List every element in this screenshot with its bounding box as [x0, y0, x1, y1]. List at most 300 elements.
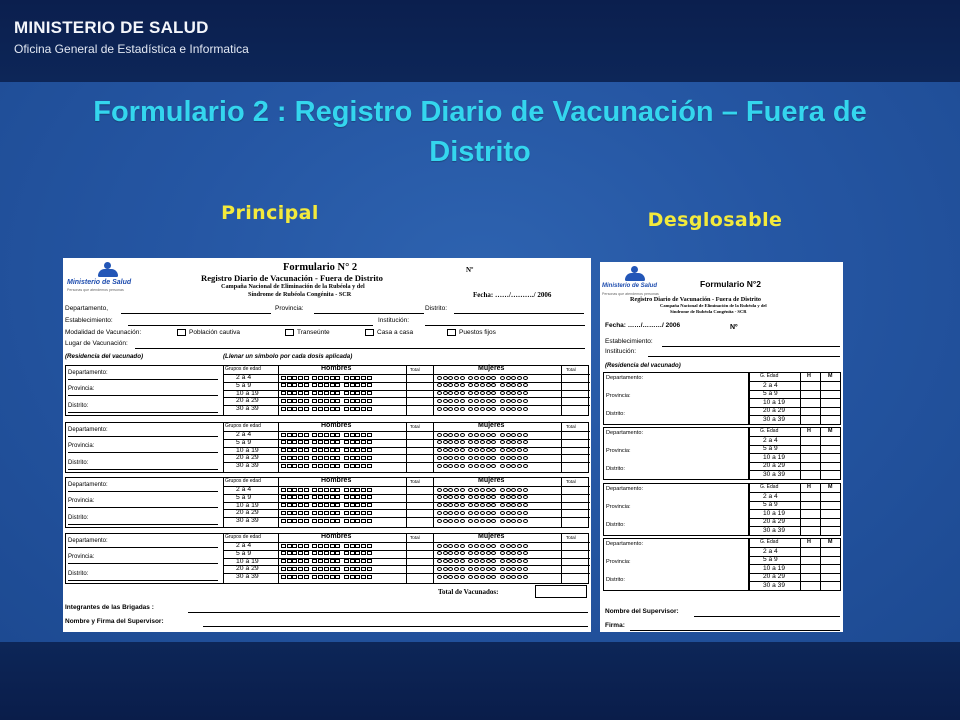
tally-square [350, 575, 355, 579]
number-label: Nº [730, 324, 738, 331]
total-header: Total [410, 535, 420, 540]
tally-circle [500, 575, 505, 579]
tally-circle [523, 519, 528, 523]
h-header: H [807, 539, 811, 545]
tally-circle [468, 407, 473, 411]
tally-square [324, 407, 329, 411]
tally-circle [437, 519, 442, 523]
tally-circle [523, 464, 528, 468]
tally-square [355, 464, 360, 468]
block-provincia-line [68, 507, 218, 508]
departamento-label: Departamento, [65, 305, 108, 312]
distrito-line [454, 313, 584, 314]
label-principal: Principal [221, 202, 319, 224]
age-group-label: 30 a 39 [763, 526, 785, 534]
tally-square [335, 464, 340, 468]
block-provincia-label: Provincia: [606, 504, 631, 510]
block-departamento-label: Departamento: [606, 541, 644, 547]
row-divider [223, 565, 590, 566]
age-group-label: 2 a 4 [763, 381, 778, 389]
tally-square [355, 575, 360, 579]
tally-circle [486, 407, 491, 411]
tally-circle [511, 464, 516, 468]
form-title-line1: Registro Diario de Vacunación - Fuera de Distrito [201, 273, 383, 283]
tally-square [335, 407, 340, 411]
row-divider [223, 439, 590, 440]
total-header: Total [566, 424, 576, 429]
tally-square [298, 519, 303, 523]
tally-circle [474, 575, 479, 579]
tally-square [287, 407, 292, 411]
tally-square [281, 575, 286, 579]
age-group-label: 2 a 4 [763, 492, 778, 500]
block-provincia-line [68, 452, 218, 453]
lugar-label: Lugar de Vacunación: [65, 340, 128, 347]
age-group-label: 10 a 19 [236, 389, 259, 397]
supervisor-label: Nombre del Supervisor: [605, 608, 679, 615]
checkbox-casa [365, 329, 374, 336]
tally-circle [486, 575, 491, 579]
age-group-label: 2 a 4 [236, 486, 252, 493]
block-distrito-line [68, 580, 218, 581]
age-group-label: 20 a 29 [763, 518, 785, 525]
tally-square [312, 464, 317, 468]
tally-circle [517, 407, 522, 411]
tally-square [350, 407, 355, 411]
block-provincia-label: Provincia: [606, 448, 631, 454]
establecimiento-line [128, 325, 373, 326]
logo-slogan: Personas que atendemos personas [602, 292, 659, 296]
age-group-label: 20 a 29 [763, 573, 785, 580]
block-departamento-line [68, 491, 218, 492]
tally-square [350, 519, 355, 523]
residence-block [65, 477, 589, 528]
tally-circle [480, 464, 485, 468]
tally-circle [454, 407, 459, 411]
block-distrito-label: Distrito: [606, 577, 625, 583]
age-group-label: 2 a 4 [236, 374, 252, 381]
desglosable-form [600, 262, 843, 632]
block-provincia-label: Provincia: [606, 393, 631, 399]
tally-square [281, 407, 286, 411]
residencia-label: (Residencia del vacunado) [605, 363, 681, 369]
tally-square [292, 407, 297, 411]
tally-circle [454, 464, 459, 468]
residencia-label: (Residencia del vacunado) [65, 353, 144, 360]
tally-circle [443, 519, 448, 523]
tally-circle [437, 575, 442, 579]
form-title-line2: Campaña Nacional de Eliminación de la Rubéola y del [221, 283, 365, 290]
female-tally-row [437, 464, 531, 470]
age-group-label: 30 a 39 [236, 462, 259, 470]
tally-circle [523, 407, 528, 411]
logo-name: Ministerio de Salud [67, 279, 132, 286]
tally-square [324, 575, 329, 579]
grupos-header: Grupos de edad [225, 423, 261, 429]
block-departamento-line [68, 379, 218, 380]
tally-square [344, 464, 349, 468]
block-provincia-line [68, 395, 218, 396]
tally-square [318, 464, 323, 468]
tally-square [361, 464, 366, 468]
block-distrito-label: Distrito: [68, 403, 89, 409]
distrito-label: Distrito: [425, 305, 448, 312]
gedad-header: G. Edad [760, 484, 779, 490]
h-header: H [807, 484, 811, 490]
male-tally-row [281, 519, 375, 525]
row-divider [223, 382, 590, 383]
provincia-label: Provincia: [275, 305, 304, 312]
tally-square [292, 575, 297, 579]
age-group-label: 5 a 9 [236, 549, 252, 557]
block-distrito-label: Distrito: [68, 460, 89, 466]
firma-label: Firma: [605, 622, 625, 629]
tally-circle [506, 575, 511, 579]
tally-circle [437, 464, 442, 468]
establecimiento-line [662, 346, 840, 347]
tally-circle [448, 519, 453, 523]
header-divider [223, 374, 590, 375]
block-distrito-label: Distrito: [68, 515, 89, 521]
residence-block [603, 538, 841, 591]
tally-square [287, 575, 292, 579]
logo-name: Ministerio de Salud [602, 283, 658, 289]
tally-circle [500, 519, 505, 523]
age-group-label: 20 a 29 [763, 407, 785, 414]
block-distrito-label: Distrito: [68, 571, 89, 577]
block-departamento-label: Departamento: [606, 430, 644, 436]
ministry-name: MINISTERIO DE SALUD [14, 18, 209, 37]
tally-square [312, 575, 317, 579]
age-group-label: 20 a 29 [236, 454, 259, 462]
tally-square [367, 464, 372, 468]
principal-form [63, 258, 591, 632]
total-header: Total [410, 424, 420, 429]
residence-block [603, 427, 841, 480]
tally-square [298, 575, 303, 579]
block-departamento-line [68, 436, 218, 437]
integrantes-label: Integrantes de las Brigadas : [65, 604, 154, 611]
tally-circle [506, 519, 511, 523]
block-provincia-line [68, 563, 218, 564]
age-group-label: 30 a 39 [236, 517, 259, 525]
tally-circle [448, 575, 453, 579]
row-divider [223, 447, 590, 448]
block-departamento-label: Departamento: [68, 427, 108, 433]
row-divider [223, 573, 590, 574]
age-group-label: 2 a 4 [763, 436, 778, 444]
row-divider [223, 390, 590, 391]
h-header: H [807, 428, 811, 434]
block-distrito-line [68, 469, 218, 470]
tally-circle [460, 519, 465, 523]
establecimiento-label: Establecimiento: [65, 317, 113, 324]
block-distrito-label: Distrito: [606, 466, 625, 472]
footer-bar [0, 642, 960, 720]
tally-circle [460, 464, 465, 468]
tally-square [304, 407, 309, 411]
total-header: Total [566, 535, 576, 540]
tally-square [304, 464, 309, 468]
tally-circle [468, 575, 473, 579]
tally-circle [523, 575, 528, 579]
row-divider [223, 454, 590, 455]
male-tally-row [281, 464, 375, 470]
age-group-label: 5 a 9 [763, 501, 778, 508]
tally-circle [506, 464, 511, 468]
checkbox-puestos [447, 329, 456, 336]
header-divider [223, 542, 590, 543]
tally-square [287, 519, 292, 523]
male-tally-row [281, 407, 375, 413]
row-divider [223, 494, 590, 495]
tally-square [344, 519, 349, 523]
tally-square [330, 575, 335, 579]
establecimiento-label: Establecimiento: [605, 338, 653, 345]
header-divider [223, 486, 590, 487]
tally-square [335, 575, 340, 579]
age-group-label: 2 a 4 [763, 547, 778, 555]
age-group-label: 20 a 29 [236, 565, 259, 573]
form-title-line1: Registro Diario de Vacunación - Fuera de Distrito [630, 296, 762, 303]
grupos-header: Grupos de edad [225, 478, 261, 484]
tally-circle [474, 464, 479, 468]
total-header: Total [566, 367, 576, 372]
tally-circle [500, 407, 505, 411]
age-grid [749, 538, 841, 591]
m-header: M [828, 373, 833, 379]
tally-circle [454, 519, 459, 523]
tally-square [292, 519, 297, 523]
gedad-header: G. Edad [760, 373, 779, 379]
block-distrito-line [68, 412, 218, 413]
checkbox-transeunte [285, 329, 294, 336]
age-group-label: 10 a 19 [763, 564, 785, 572]
row-divider [223, 397, 590, 398]
tally-circle [437, 407, 442, 411]
option-casa: Casa a casa [365, 329, 413, 336]
total-header: Total [566, 479, 576, 484]
slide-title: Formulario 2 : Registro Diario de Vacunación – Fuera de Distrito [93, 96, 867, 168]
tally-square [298, 464, 303, 468]
institucion-label: Institución: [605, 348, 637, 355]
tally-circle [480, 407, 485, 411]
block-distrito-label: Distrito: [606, 522, 625, 528]
total-header: Total [410, 479, 420, 484]
total-vacunados-label: Total de Vacunados: [438, 588, 499, 596]
tally-circle [506, 407, 511, 411]
residence-block [65, 422, 589, 473]
block-provincia-label: Provincia: [68, 386, 95, 392]
tally-square [330, 464, 335, 468]
tally-square [330, 407, 335, 411]
mujeres-header: Mujeres [478, 365, 505, 372]
supervisor-label: Nombre y Firma del Supervisor: [65, 618, 164, 625]
age-group-label: 10 a 19 [236, 501, 259, 509]
option-poblacion: Población cautiva [177, 329, 240, 336]
tally-circle [517, 464, 522, 468]
tally-square [361, 407, 366, 411]
person-icon [624, 266, 646, 280]
block-departamento-label: Departamento: [68, 482, 108, 488]
date-label: Fecha: ……/………./ 2006 [473, 291, 552, 299]
tally-circle [474, 407, 479, 411]
residence-block [65, 533, 589, 584]
tally-square [361, 519, 366, 523]
logo-slogan: Personas que atendemos personas [67, 288, 124, 292]
instruction-label: (Llenar un símbolo por cada dosis aplicada) [223, 353, 353, 360]
block-departamento-label: Departamento: [606, 486, 644, 492]
tally-circle [491, 519, 496, 523]
age-group-label: 2 a 4 [236, 542, 252, 549]
tally-square [335, 519, 340, 523]
tally-square [367, 519, 372, 523]
tally-square [318, 407, 323, 411]
tally-circle [460, 575, 465, 579]
tally-circle [454, 575, 459, 579]
tally-square [304, 519, 309, 523]
option-puestos: Puestos fijos [447, 329, 496, 336]
age-group-label: 5 a 9 [236, 493, 252, 501]
tally-circle [491, 464, 496, 468]
gedad-header: G. Edad [760, 539, 779, 545]
row-divider [223, 462, 590, 463]
age-group-label: 5 a 9 [763, 556, 778, 563]
header-divider [223, 431, 590, 432]
block-provincia-label: Provincia: [68, 443, 95, 449]
hombres-header: Hombres [321, 422, 352, 429]
tally-circle [460, 407, 465, 411]
tally-square [304, 575, 309, 579]
office-name: Oficina General de Estadística e Informatica [14, 42, 249, 56]
tally-square [330, 519, 335, 523]
form-title: Formulario N° 2 [283, 262, 358, 273]
tally-square [344, 575, 349, 579]
tally-square [350, 464, 355, 468]
tally-square [292, 464, 297, 468]
residence-block [603, 372, 841, 425]
female-tally-row [437, 407, 531, 413]
hombres-header: Hombres [321, 365, 352, 372]
institucion-line [425, 325, 585, 326]
provincia-line [314, 313, 424, 314]
age-group-label: 2 a 4 [236, 431, 252, 438]
block-departamento-line [68, 547, 218, 548]
row-divider [223, 502, 590, 503]
row-divider [223, 509, 590, 510]
tally-square [367, 575, 372, 579]
age-group-label: 20 a 29 [236, 397, 259, 405]
tally-circle [443, 464, 448, 468]
block-departamento-label: Departamento: [68, 538, 108, 544]
tally-square [281, 519, 286, 523]
m-header: M [828, 428, 833, 434]
header-bar [0, 0, 960, 82]
tally-square [281, 464, 286, 468]
female-tally-row [437, 519, 531, 525]
m-header: M [828, 484, 833, 490]
block-distrito-line [68, 524, 218, 525]
tally-square [324, 519, 329, 523]
number-label: Nº [466, 266, 474, 274]
form-title-line2: Campaña Nacional de Eliminación de la Rubéola y del [660, 303, 767, 308]
age-group-label: 10 a 19 [236, 446, 259, 454]
tally-circle [500, 464, 505, 468]
age-group-label: 10 a 19 [763, 398, 785, 406]
age-grid [749, 483, 841, 536]
tally-square [355, 407, 360, 411]
tally-circle [468, 519, 473, 523]
block-departamento-label: Departamento: [68, 370, 108, 376]
firma-line [630, 630, 840, 631]
tally-circle [480, 519, 485, 523]
tally-circle [480, 575, 485, 579]
age-group-label: 30 a 39 [763, 581, 785, 589]
tally-square [318, 575, 323, 579]
age-grid [749, 372, 841, 425]
age-grid [749, 427, 841, 480]
tally-circle [511, 519, 516, 523]
label-desglosable: Desglosable [647, 209, 783, 231]
hombres-header: Hombres [321, 533, 352, 540]
m-header: M [828, 539, 833, 545]
mujeres-header: Mujeres [478, 477, 505, 484]
institucion-label: Institución: [378, 317, 410, 324]
row-divider [223, 558, 590, 559]
departamento-line [121, 313, 271, 314]
lugar-line [135, 348, 585, 349]
tally-square [344, 407, 349, 411]
age-group-label: 5 a 9 [236, 438, 252, 446]
residence-block [65, 365, 589, 416]
tally-circle [517, 575, 522, 579]
age-group-label: 5 a 9 [236, 381, 252, 389]
age-group-label: 30 a 39 [763, 470, 785, 478]
tally-circle [511, 575, 516, 579]
form-title-line3: Síndrome de Rubéola Congénita - SCR [670, 309, 747, 314]
hombres-header: Hombres [321, 477, 352, 484]
h-header: H [807, 373, 811, 379]
tally-circle [491, 407, 496, 411]
tally-square [312, 407, 317, 411]
tally-square [361, 575, 366, 579]
grupos-header: Grupos de edad [225, 366, 261, 372]
tally-square [367, 407, 372, 411]
tally-square [318, 519, 323, 523]
row-divider [223, 517, 590, 518]
male-tally-row [281, 575, 375, 581]
supervisor-line [203, 626, 588, 627]
checkbox-poblacion [177, 329, 186, 336]
age-group-label: 5 a 9 [763, 390, 778, 397]
age-group-label: 20 a 29 [763, 462, 785, 469]
tally-circle [443, 407, 448, 411]
age-group-label: 30 a 39 [236, 573, 259, 581]
block-provincia-label: Provincia: [68, 498, 95, 504]
tally-square [312, 519, 317, 523]
gedad-header: G. Edad [760, 428, 779, 434]
tally-square [298, 407, 303, 411]
date-label: Fecha: ……/………/ 2006 [605, 322, 681, 329]
block-distrito-label: Distrito: [606, 411, 625, 417]
tally-circle [491, 575, 496, 579]
row-divider [223, 405, 590, 406]
tally-square [287, 464, 292, 468]
tally-circle [448, 464, 453, 468]
tally-circle [448, 407, 453, 411]
total-vacunados-box [535, 585, 587, 598]
row-divider [223, 550, 590, 551]
